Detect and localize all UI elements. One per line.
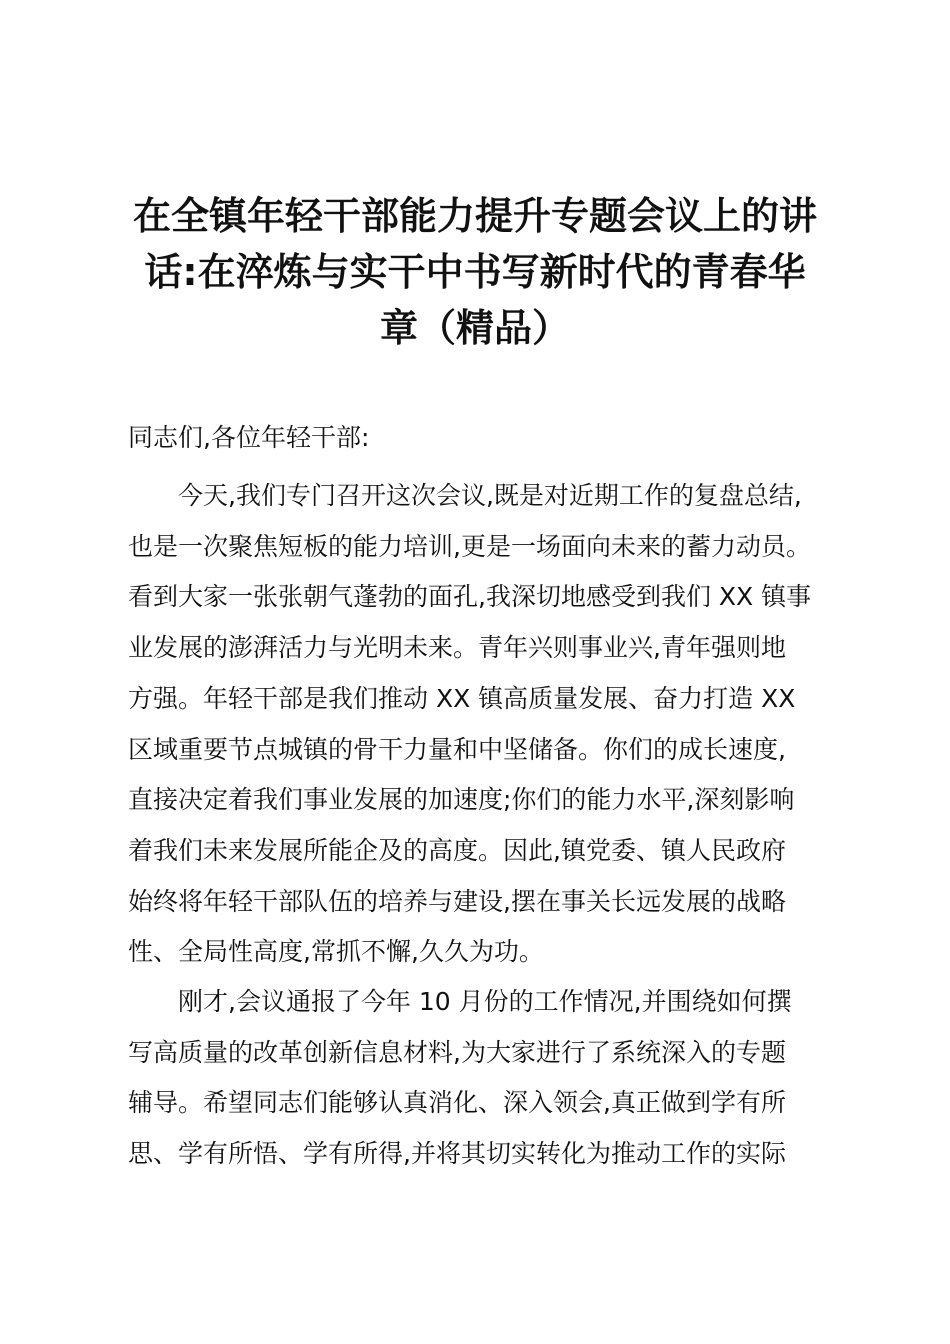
salutation bbox=[128, 413, 828, 464]
title-line: 在全镇年轻干部能力提升专题会议上的讲 bbox=[132, 194, 817, 238]
paragraph-line: 区域重要节点城镇的骨干力量和中坚储备。你们的成长速度, bbox=[128, 734, 786, 764]
title-line: 话:在淬炼与实干中书写新时代的青春华 bbox=[144, 250, 806, 294]
paragraph-line: 也是一次聚焦短板的能力培训,更是一场面向未来的蓄力动员。 bbox=[128, 531, 811, 561]
paragraph-line: 刚才,会议通报了今年 10 月份的工作情况,并围绕如何撰 bbox=[128, 987, 792, 1016]
paragraph-2 bbox=[128, 977, 828, 1180]
paragraph-line: 着我们未来发展所能企及的高度。因此,镇党委、镇人民政府 bbox=[128, 835, 786, 865]
paragraph-line: 始终将年轻干部队伍的培养与建设,摆在事关长远发展的战略 bbox=[128, 886, 786, 916]
salutation-text: 同志们,各位年轻干部: bbox=[128, 423, 370, 452]
title-line: 章（精品） bbox=[379, 306, 570, 350]
paragraph-line: 思、学有所悟、学有所得,并将其切实转化为推动工作的实际 bbox=[128, 1139, 786, 1169]
paragraph-line: 直接决定着我们事业发展的加速度;你们的能力水平,深刻影响 bbox=[128, 785, 795, 815]
paragraph-line: 辅导。希望同志们能够认真消化、深入领会,真正做到学有所 bbox=[128, 1088, 786, 1118]
paragraph-line: 性、全局性高度,常抓不懈,久久为功。 bbox=[128, 937, 544, 967]
paragraph-line: 看到大家一张张朝气蓬勃的面孔,我深切地感受到我们 XX 镇事 bbox=[128, 582, 812, 612]
paragraph-line: 方强。年轻干部是我们推动 XX 镇高质量发展、奋力打造 XX bbox=[128, 683, 796, 713]
paragraph-line: 今天,我们专门召开这次会议,既是对近期工作的复盘总结, bbox=[128, 481, 802, 510]
paragraph-line: 业发展的澎湃活力与光明未来。青年兴则事业兴,青年强则地 bbox=[128, 633, 786, 663]
document-title bbox=[120, 188, 830, 356]
paragraph-line: 写高质量的改革创新信息材料,为大家进行了系统深入的专题 bbox=[128, 1037, 786, 1067]
paragraph-1 bbox=[128, 471, 828, 978]
